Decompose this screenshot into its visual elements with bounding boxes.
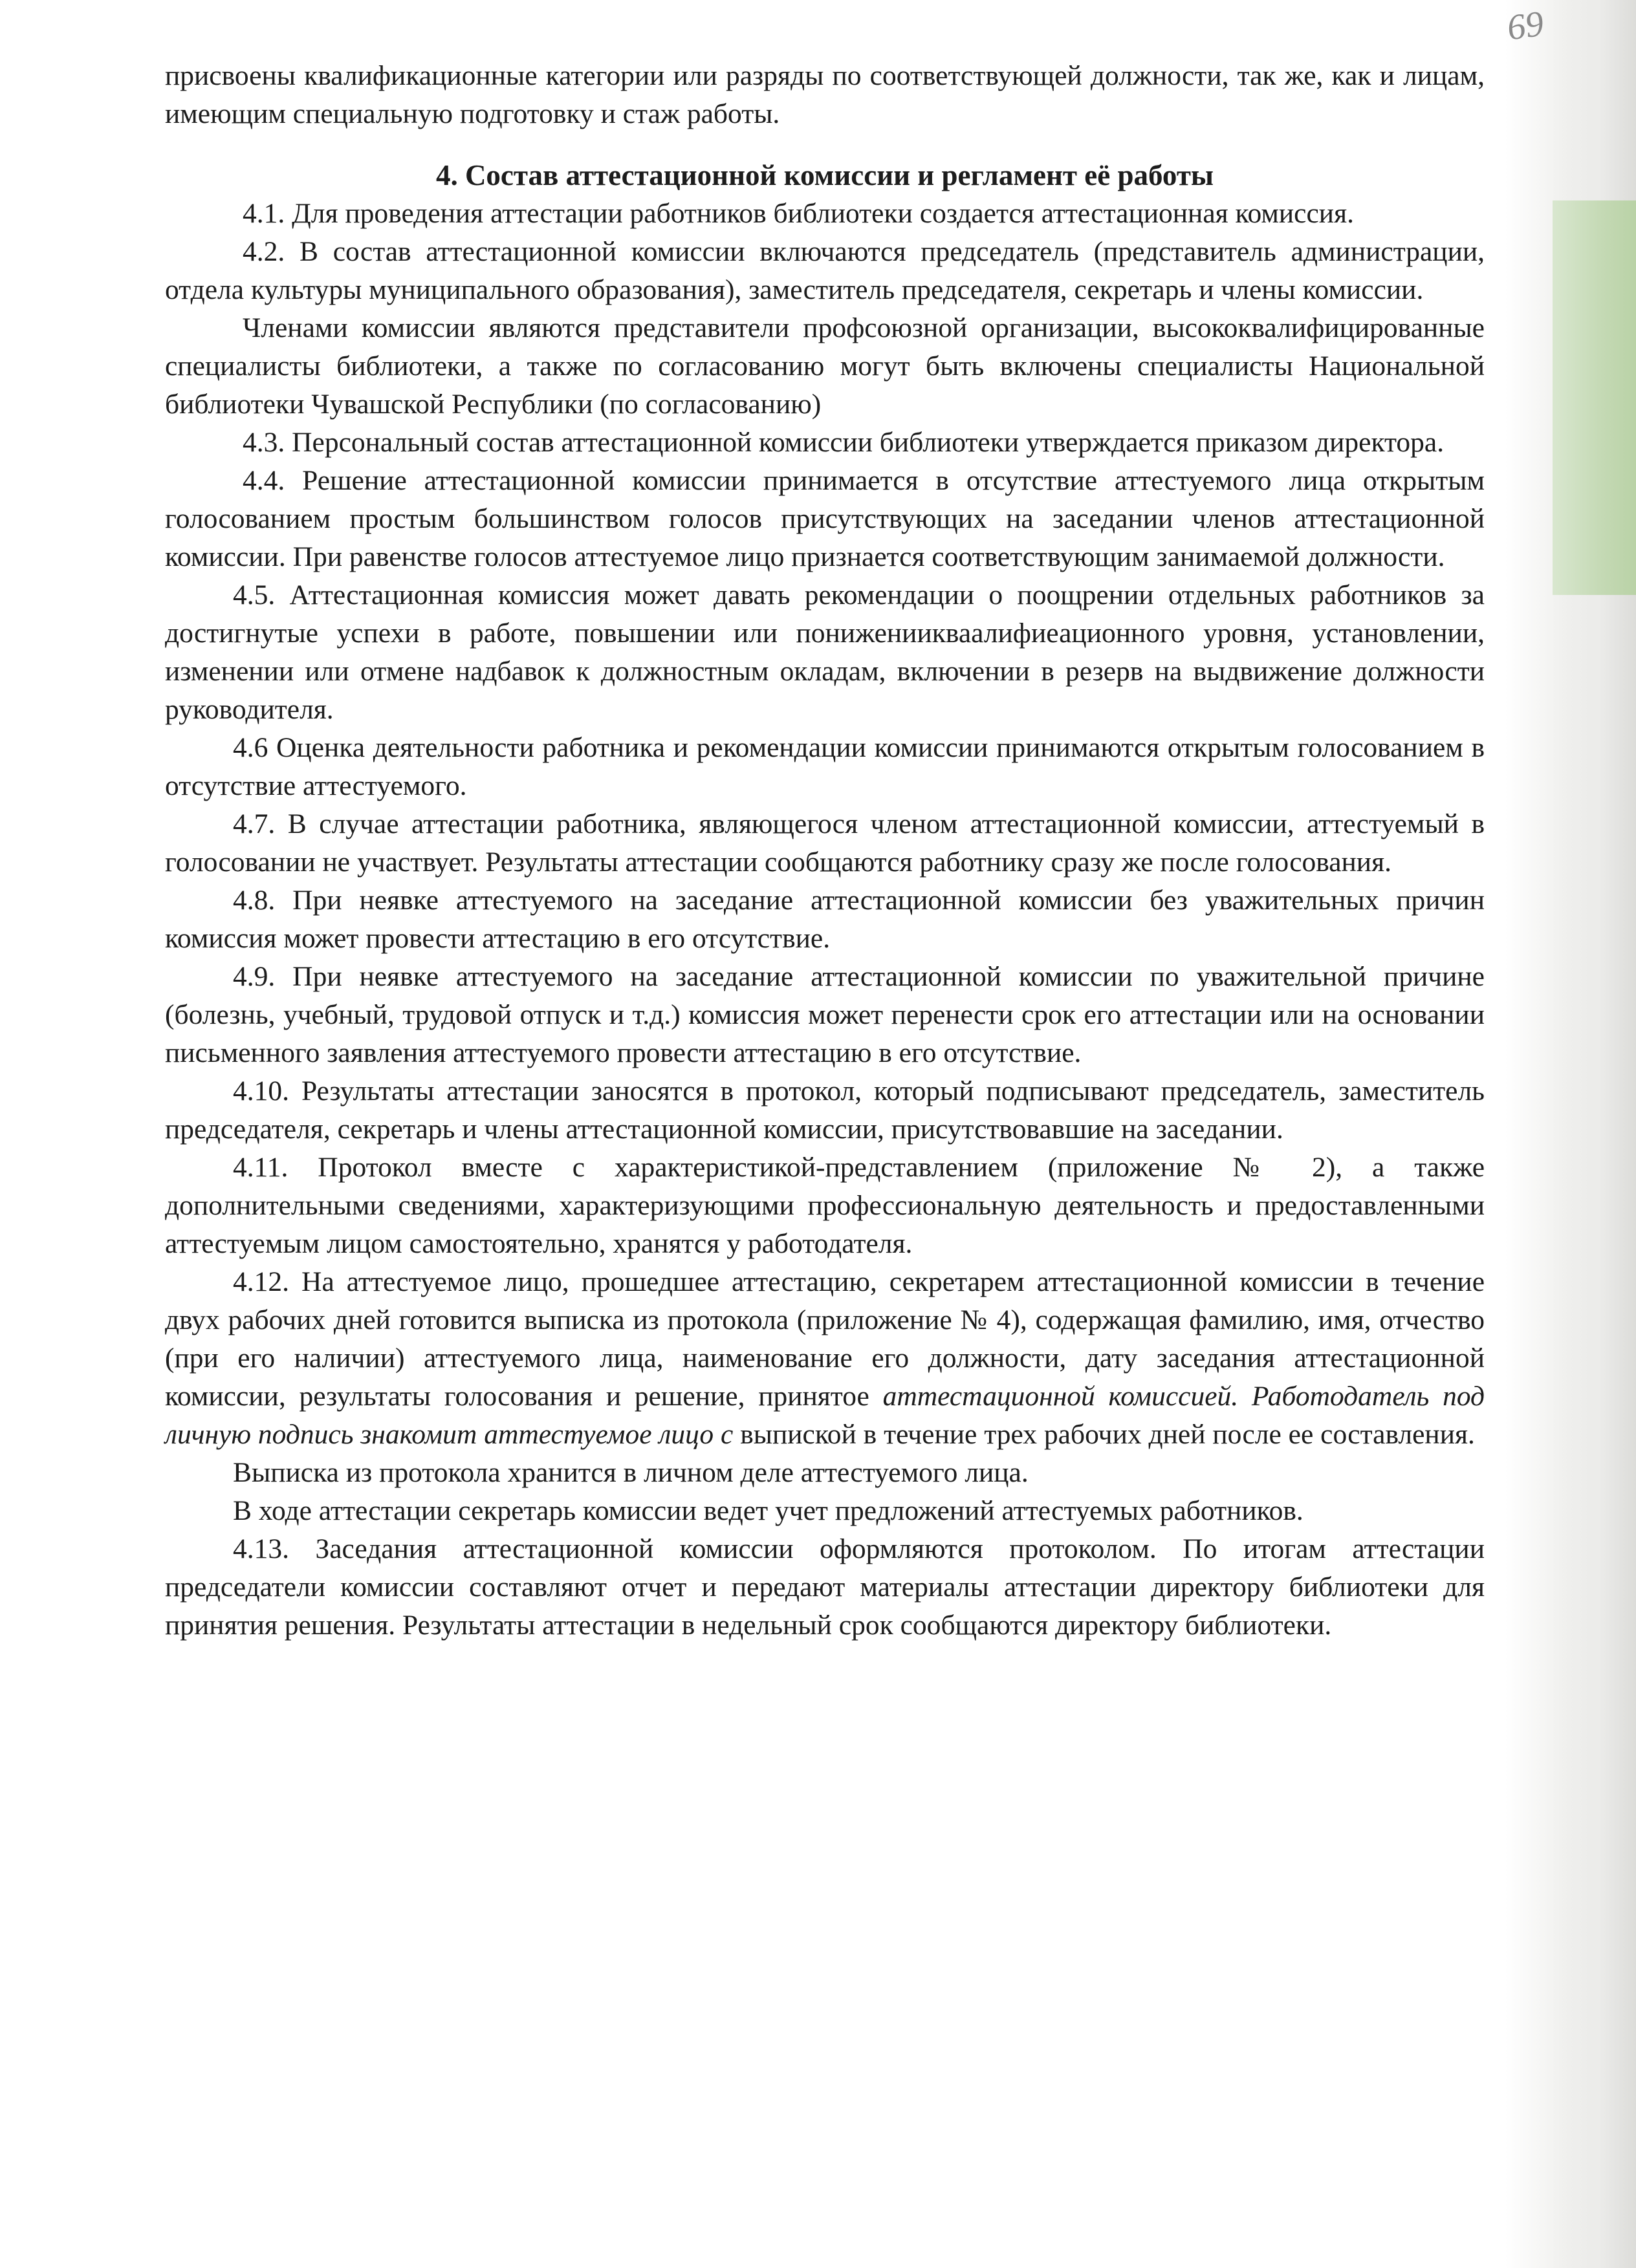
paragraph-4-12-part-c: выпиской в течение трех рабочих дней после ее составления. (733, 1419, 1475, 1450)
paragraph-4-2-members: Членами комиссии являются представители профсоюзной организации, высококвалифицированные специалисты библиотеки, а также по согласованию могут быть включены специалисты Национальной библиотеки Чувашской Республики (по согласованию) (165, 312, 1485, 420)
paragraph-4-8: 4.8. При неявке аттестуемого на заседание аттестационной комиссии без уважительных причин комиссия может провести аттестацию в его отсутствие. (165, 885, 1485, 954)
paragraph-4-11: 4.11. Протокол вместе с характеристикой-представлением (приложение № 2), а также дополнительными сведениями, характеризующими профессиональную деятельность и предоставленными аттестуемым лицом самостоятельно, хранятся у работодателя. (165, 1152, 1485, 1259)
paragraph-4-6: 4.6 Оценка деятельности работника и рекомендации комиссии принимаются открытым голосованием в отсутствие аттестуемого. (165, 732, 1485, 801)
section-heading: 4. Состав аттестационной комиссии и регламент её работы (435, 159, 1214, 191)
paragraph-4-13: 4.13. Заседания аттестационной комиссии оформляются протоколом. По итогам аттестации председатели комиссии составляют отчет и передают материалы аттестации директору библиотеки для принятия решения. Результаты аттестации в недельный срок сообщаются директору библиотеки. (165, 1533, 1485, 1641)
paragraph-4-7: 4.7. В случае аттестации работника, являющегося членом аттестационной комиссии, аттестуемый в голосовании не участвует. Результаты аттестации сообщаются работнику сразу же после голосования. (165, 808, 1485, 878)
document-body (165, 57, 1485, 1645)
paragraph-intro: присвоены квалификационные категории или разряды по соответствующей должности, так же, как и лицам, имеющим специальную подготовку и стаж работы. (165, 60, 1485, 129)
paragraph-4-1: 4.1. Для проведения аттестации работников библиотеки создается аттестационная комиссия. (243, 198, 1354, 229)
paragraph-4-3: 4.3. Персональный состав аттестационной комиссии библиотеки утверждается приказом директора. (243, 427, 1445, 458)
paragraph-4-4: 4.4. Решение аттестационной комиссии принимается в отсутствие аттестуемого лица открытым голосованием простым большинством голосов присутствующих на заседании членов аттестационной комиссии. При равенстве голосов аттестуемое лицо признается соответствующим занимаемой должности. (165, 465, 1485, 572)
paragraph-4-12-proposals: В ходе аттестации секретарь комиссии ведет учет предложений аттестуемых работников. (233, 1495, 1303, 1526)
paragraph-4-12 (165, 1263, 1485, 1454)
paragraph-4-12-part-b: аттестационной комиссией. Работодатель под личную подпись знакомит аттестуемое лицо с (165, 1381, 1485, 1450)
paragraph-4-10: 4.10. Результаты аттестации заносятся в протокол, который подписывают председатель, заместитель председателя, секретарь и члены аттестационной комиссии, присутствовавшие на заседании. (165, 1075, 1485, 1145)
paragraph-4-9: 4.9. При неявке аттестуемого на заседание аттестационной комиссии по уважительной причине (болезнь, учебный, трудовой отпуск и т.д.) комиссия может перенести срок его аттестации или на основании письменного заявления аттестуемого провести аттестацию в его отсутствие. (165, 961, 1485, 1068)
handwritten-page-number: 69 (1504, 3, 1547, 49)
paragraph-4-5: 4.5. Аттестационная комиссия может давать рекомендации о поощрении отдельных работников за достигнутые успехи в работе, повышении или понижениикваалифиеационного уровня, установлении, изменении или отмене надбавок к должностным окладам, включении в резерв на выдвижение должности руководителя. (165, 579, 1485, 725)
green-divider-tab (1553, 200, 1636, 595)
paragraph-4-12-extract: Выписка из протокола хранится в личном деле аттестуемого лица. (233, 1457, 1029, 1488)
paragraph-4-12-part-a: 4.12. На аттестуемое лицо, прошедшее аттестацию, секретарем аттестационной комиссии в течение двух рабочих дней готовится выписка из протокола (приложение № 4), содержащая фамилию, имя, отчество (при его наличии) аттестуемого лица, наименование его должности, дату заседания аттестационной комиссии, результаты голосования и решение, принятое (165, 1266, 1485, 1412)
paragraph-4-2: 4.2. В состав аттестационной комиссии включаются председатель (представитель администрации, отдела культуры муниципального образования), заместитель председателя, секретарь и члены комиссии. (165, 236, 1485, 305)
